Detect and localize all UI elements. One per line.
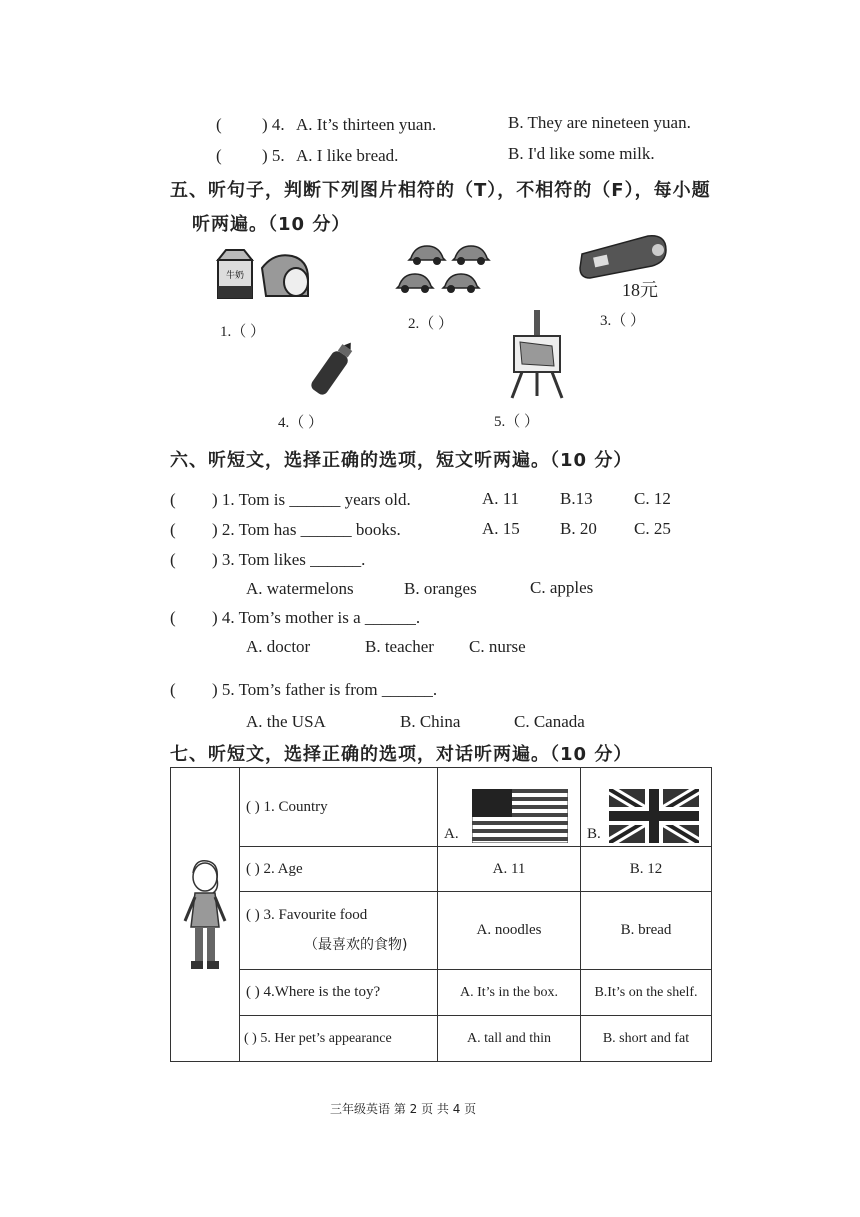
row-2-option-a[interactable]: A. 11	[438, 847, 581, 892]
option-b: B. oranges	[404, 579, 477, 598]
row-3-question-text: ( ) 3. Favourite food	[246, 907, 368, 923]
uk-flag-icon	[609, 789, 699, 843]
row-2-question: ( ) 2. Age	[240, 847, 438, 892]
answer-paren[interactable]: (	[216, 115, 222, 134]
answer-paren[interactable]: (	[170, 490, 176, 509]
option-a: A. It’s thirteen yuan.	[296, 115, 437, 134]
question-text: ) 4. Tom’s mother is a ______.	[212, 608, 421, 627]
option-c: C. 25	[634, 519, 671, 538]
answer-paren[interactable]: (	[170, 680, 176, 699]
option-c: C. apples	[530, 578, 594, 597]
row-3-question-chinese: （最喜欢的食物)	[304, 937, 408, 953]
price-tag: 18元	[622, 280, 658, 300]
row-1-option-a[interactable]	[438, 768, 581, 847]
option-c: C. Canada	[514, 712, 585, 731]
question-text: ) 1. Tom is ______ years old.	[212, 490, 411, 509]
option-b: B. 20	[560, 519, 597, 538]
answer-paren[interactable]: (	[216, 146, 222, 165]
item-1-label[interactable]: 1.（ ）	[220, 324, 266, 340]
question-number: ) 4.	[262, 115, 285, 134]
answer-paren[interactable]: (	[170, 608, 176, 627]
row-3-question	[240, 892, 438, 970]
item-2-label[interactable]: 2.（ ）	[408, 316, 454, 332]
option-c: C. 12	[634, 489, 671, 508]
option-a: A. 11	[482, 489, 520, 508]
row-4-question: ( ) 4.Where is the toy?	[240, 970, 438, 1016]
option-b: B.13	[560, 489, 593, 508]
section5-title: 五、听句子，判断下列图片相符的（T），不相符的（F），每小题	[170, 180, 711, 201]
answer-paren[interactable]: (	[170, 520, 176, 539]
option-a: A. 15	[482, 519, 520, 538]
easel-picture	[508, 308, 566, 400]
question-text: ) 5. Tom’s father is from ______.	[212, 680, 438, 699]
option-a: A. doctor	[246, 637, 311, 656]
section5-title-line2: 听两遍。（10 分）	[192, 214, 351, 235]
row-2-option-b[interactable]: B. 12	[581, 847, 712, 892]
option-a-label: A.	[444, 826, 459, 842]
section6-title: 六、听短文，选择正确的选项，短文听两遍。（10 分）	[170, 450, 633, 471]
row-5-option-a[interactable]: A. tall and thin	[438, 1016, 581, 1062]
pencil-box-picture	[578, 232, 670, 280]
option-c: C. nurse	[469, 637, 526, 656]
row-5-option-b[interactable]: B. short and fat	[581, 1016, 712, 1062]
row-4-option-b[interactable]: B.It’s on the shelf.	[581, 970, 712, 1016]
marker-picture	[300, 335, 366, 401]
answer-paren[interactable]: (	[170, 550, 176, 569]
page-footer: 三年级英语 第 2 页 共 4 页	[330, 1102, 477, 1116]
question-text: ) 2. Tom has ______ books.	[212, 520, 401, 539]
girl-picture-cell	[171, 768, 240, 1062]
row-1-option-b[interactable]	[581, 768, 712, 847]
milk-label: 牛奶	[225, 271, 245, 281]
option-b: B. teacher	[365, 637, 434, 656]
question-text: ) 3. Tom likes ______.	[212, 550, 366, 569]
option-b: B. They are nineteen yuan.	[508, 113, 691, 132]
row-3-option-b[interactable]: B. bread	[581, 892, 712, 970]
item-5-label[interactable]: 5.（ ）	[494, 414, 540, 430]
option-a: A. the USA	[246, 712, 326, 731]
question-number: ) 5.	[262, 146, 285, 165]
option-b-label: B.	[587, 826, 601, 842]
milk-bread-picture	[214, 248, 314, 303]
row-3-option-a[interactable]: A. noodles	[438, 892, 581, 970]
option-a: A. I like bread.	[296, 146, 399, 165]
girl-picture	[171, 855, 239, 975]
option-b: B. China	[400, 712, 461, 731]
row-1-question: ( ) 1. Country	[240, 768, 438, 847]
row-5-question: ( ) 5. Her pet’s appearance	[240, 1016, 438, 1062]
option-b: B. I'd like some milk.	[508, 144, 655, 163]
row-4-option-a[interactable]: A. It’s in the box.	[438, 970, 581, 1016]
item-3-label[interactable]: 3.（ ）	[600, 313, 646, 329]
section7-title: 七、听短文，选择正确的选项，对话听两遍。（10 分）	[170, 744, 633, 765]
section7-table	[170, 767, 712, 1062]
option-a: A. watermelons	[246, 579, 354, 598]
item-4-label[interactable]: 4.（ ）	[278, 415, 324, 431]
cars-picture	[395, 236, 507, 298]
usa-flag-icon	[472, 789, 568, 843]
